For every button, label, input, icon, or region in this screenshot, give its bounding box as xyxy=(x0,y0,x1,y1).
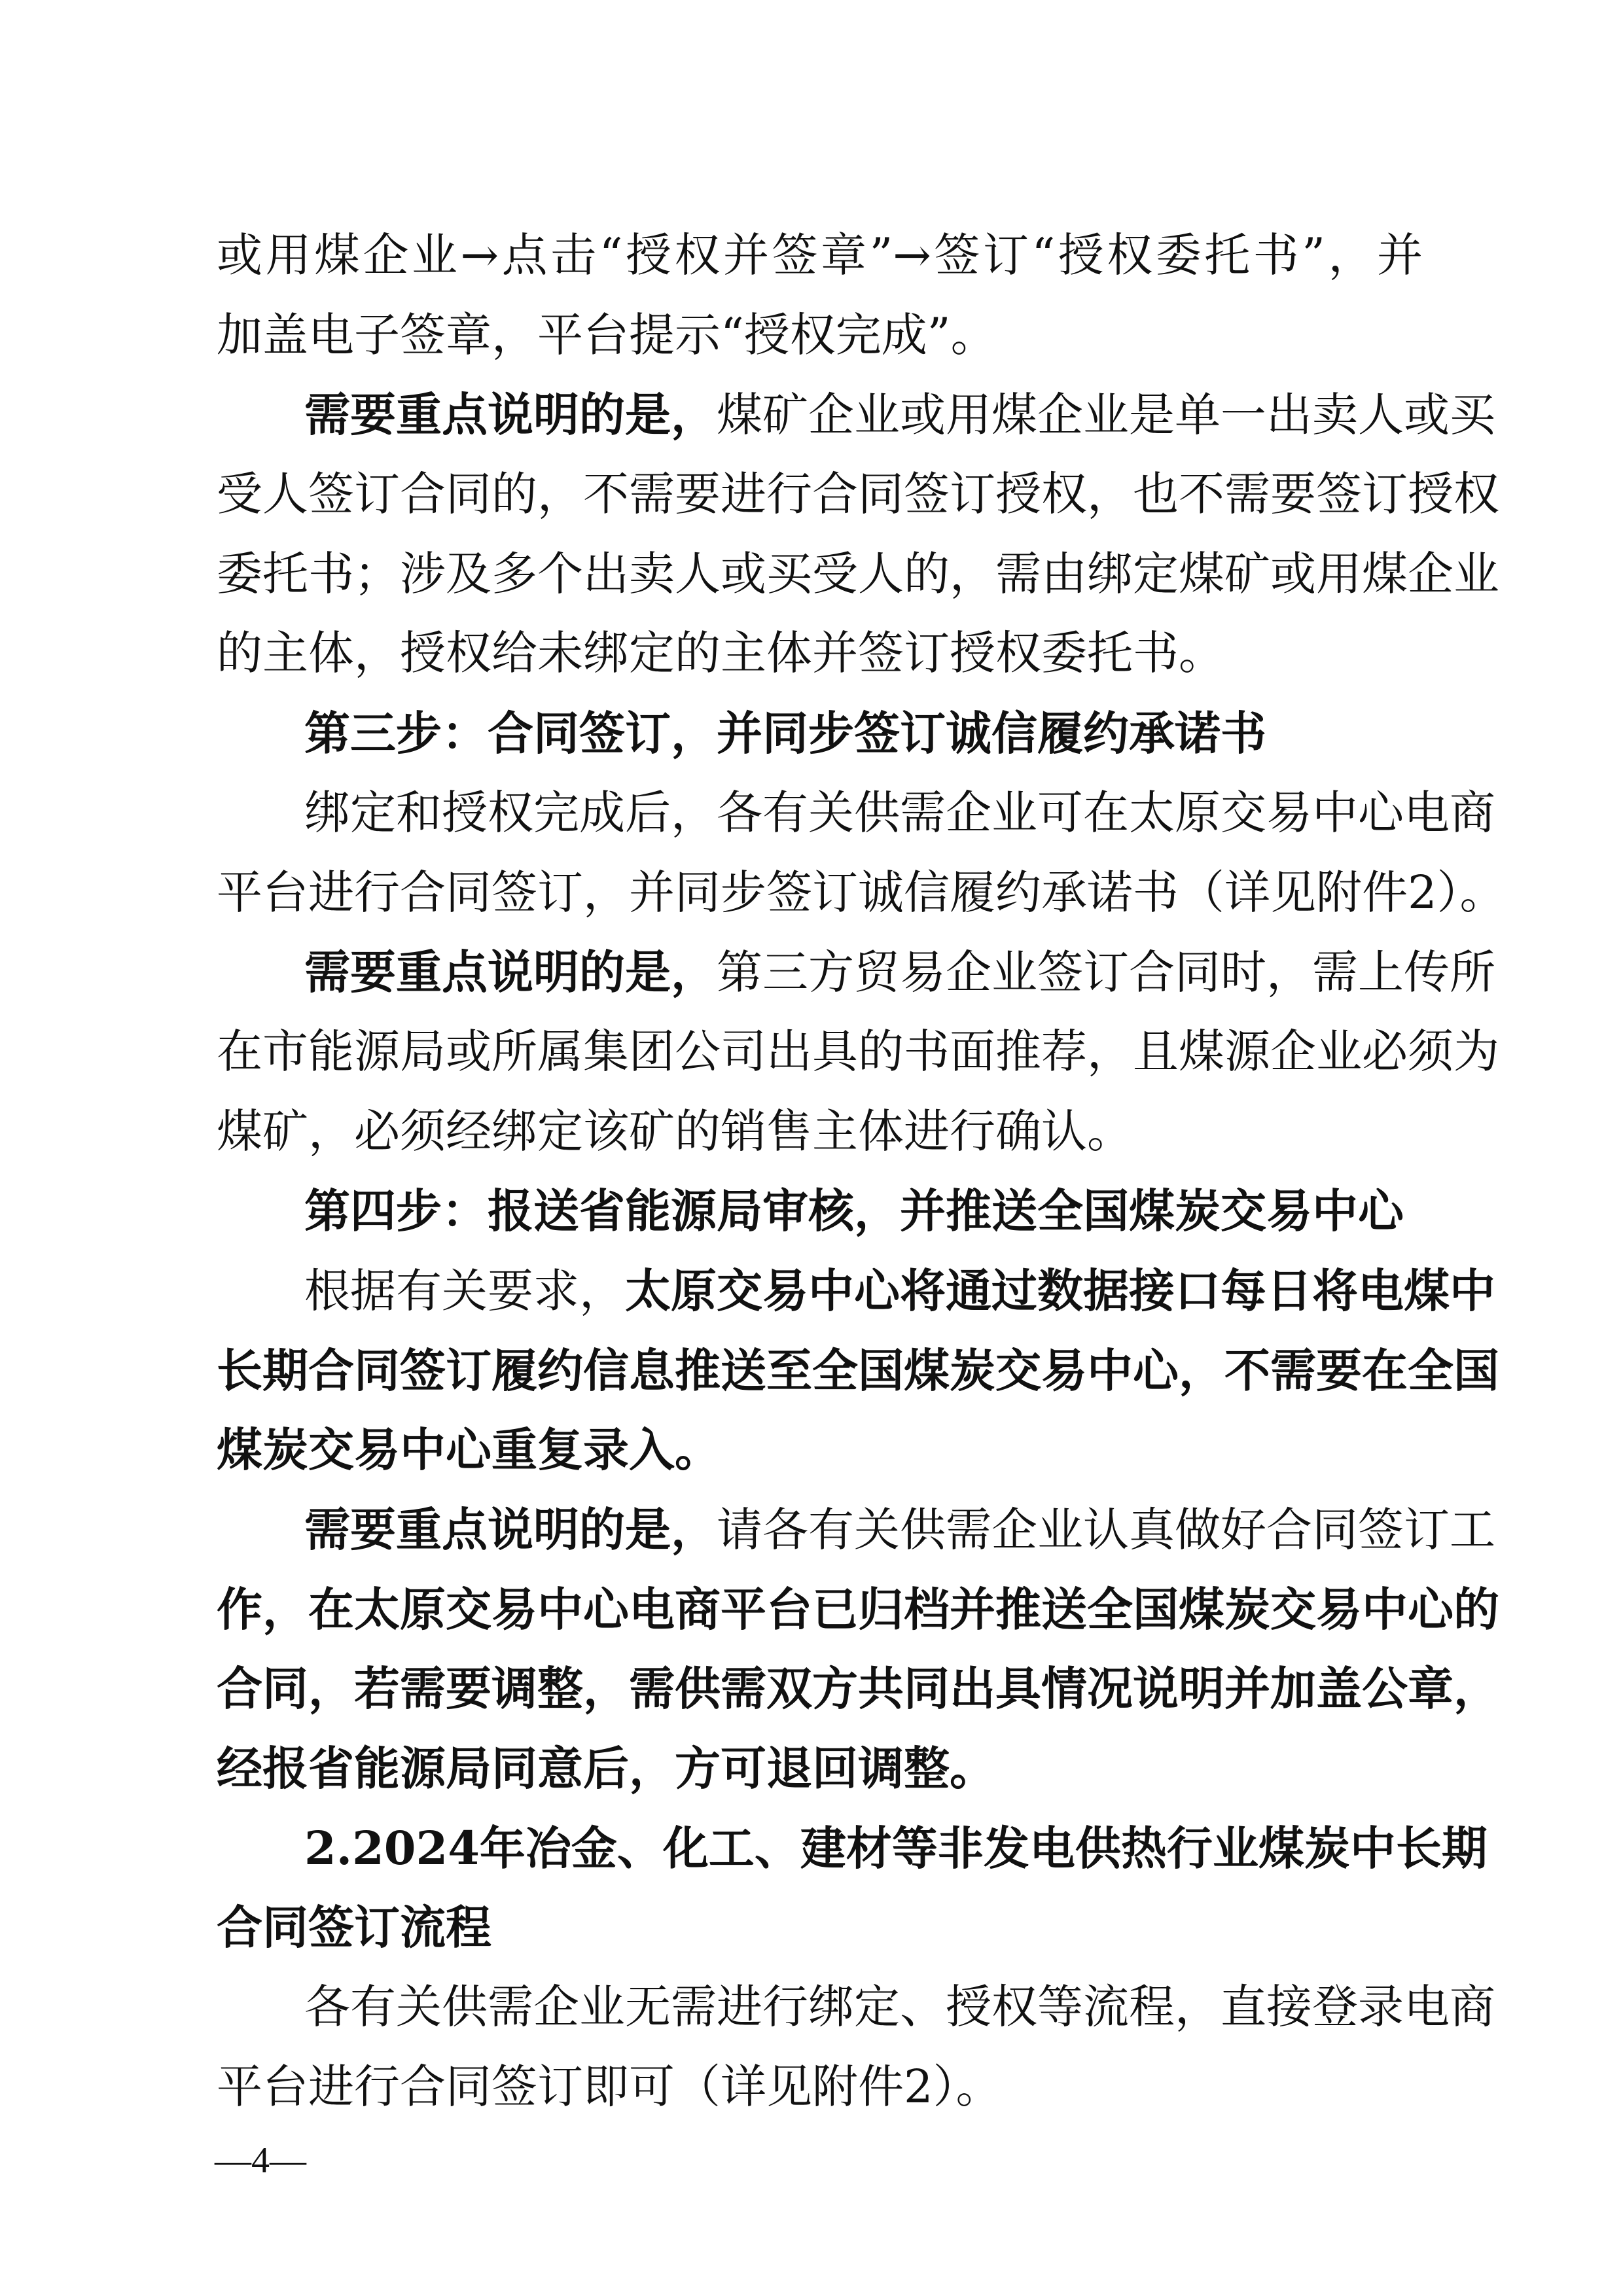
heading-text: 第三步：合同签订，并同步签订诚信履约承诺书 xyxy=(304,706,1266,761)
section-heading-2-cont xyxy=(217,1888,1423,1968)
section-heading-2 xyxy=(217,1809,1488,1888)
text: 请各有关供需企业认真做好合同签订工 xyxy=(717,1503,1495,1557)
text: 根据有关要求， xyxy=(304,1263,625,1318)
text: 煤矿企业或用煤企业是单一出卖人或买 xyxy=(717,388,1495,442)
emphasis-text: 合同，若需要调整，需供需双方共同出具情况说明并加盖公章， xyxy=(217,1661,1499,1716)
text-line xyxy=(217,773,1495,853)
text-line xyxy=(217,1570,1499,1650)
text-line xyxy=(217,932,1495,1012)
text-line xyxy=(217,1490,1495,1570)
text-line xyxy=(217,614,1423,694)
text: 或用煤企业→点击“授权并签章”→签订“授权委托书”，并 xyxy=(217,228,1423,282)
text: 平台进行合同签订即可（详见附件2）。 xyxy=(217,2059,1002,2113)
text: 绑定和授权完成后，各有关供需企业可在太原交易中心电商 xyxy=(304,785,1495,839)
text-line xyxy=(217,296,1423,376)
text-line xyxy=(217,455,1499,535)
text-line xyxy=(217,1092,1423,1172)
text-line xyxy=(217,1410,1423,1490)
text-line xyxy=(217,853,1506,933)
heading-text: 合同签订流程 xyxy=(217,1900,491,1955)
section-heading-step4 xyxy=(217,1171,1423,1251)
text-line xyxy=(217,535,1499,614)
page-number: —4— xyxy=(215,2140,306,2181)
heading-text: 第四步：报送省能源局审核，并推送全国煤炭交易中心 xyxy=(304,1184,1404,1239)
text-line xyxy=(217,1251,1495,1331)
emphasis-text: 需要重点说明的是， xyxy=(304,387,717,442)
text-line xyxy=(217,1012,1499,1092)
text-line xyxy=(217,1968,1495,2047)
text: 的主体，授权给未绑定的主体并签订授权委托书。 xyxy=(217,626,1224,680)
text-line xyxy=(217,2047,1423,2127)
text: 各有关供需企业无需进行绑定、授权等流程，直接登录电商 xyxy=(304,1980,1495,2034)
text: 委托书；涉及多个出卖人或买受人的，需由绑定煤矿或用煤企业 xyxy=(217,546,1499,601)
text-line xyxy=(217,1649,1499,1729)
emphasis-text: 经报省能源局同意后，方可退回调整。 xyxy=(217,1741,995,1796)
emphasis-text: 需要重点说明的是， xyxy=(304,1502,717,1557)
text: 受人签订合同的，不需要进行合同签订授权，也不需要签订授权 xyxy=(217,467,1499,521)
text-line xyxy=(217,1331,1499,1411)
emphasis-text: 需要重点说明的是， xyxy=(304,945,717,1000)
emphasis-text: 太原交易中心将通过数据接口每日将电煤中 xyxy=(625,1263,1495,1318)
text-line xyxy=(217,375,1495,455)
text: 第三方贸易企业签订合同时，需上传所 xyxy=(717,945,1495,1000)
text: 加盖电子签章，平台提示“授权完成”。 xyxy=(217,308,997,362)
emphasis-text: 煤炭交易中心重复录入。 xyxy=(217,1422,721,1477)
text: 煤矿，必须经绑定该矿的销售主体进行确认。 xyxy=(217,1104,1133,1158)
heading-text: 2.2024年冶金、化工、建材等非发电供热行业煤炭中长期 xyxy=(304,1820,1488,1875)
text: 平台进行合同签订，并同步签订诚信履约承诺书（详见附件2）。 xyxy=(217,865,1506,919)
emphasis-text: 作，在太原交易中心电商平台已归档并推送全国煤炭交易中心的 xyxy=(217,1581,1499,1636)
text-line xyxy=(217,216,1423,296)
text: 在市能源局或所属集团公司出具的书面推荐，且煤源企业必须为 xyxy=(217,1024,1499,1078)
emphasis-text: 长期合同签订履约信息推送至全国煤炭交易中心，不需要在全国 xyxy=(217,1343,1499,1398)
text-line xyxy=(217,1729,1423,1809)
section-heading-step3 xyxy=(217,694,1423,773)
document-body xyxy=(217,216,1506,2127)
